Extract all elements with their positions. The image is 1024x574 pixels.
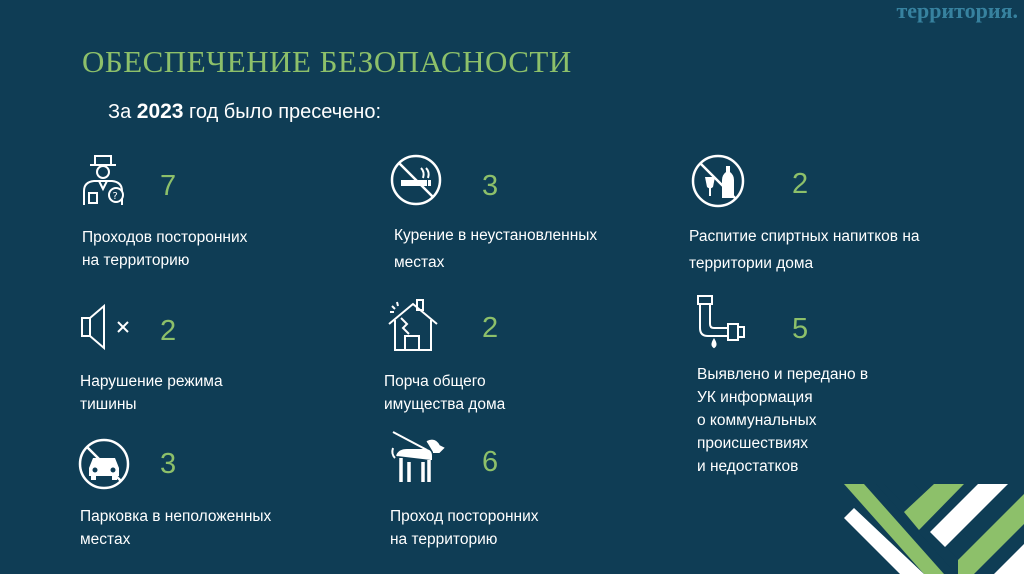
label-7: Парковка в неположенных местах <box>80 508 272 548</box>
damaged-house-icon <box>387 298 439 354</box>
count-4: 2 <box>160 315 177 347</box>
count-2: 3 <box>482 170 499 202</box>
count-6: 5 <box>792 313 809 345</box>
subtitle-year: 2023 <box>136 100 184 123</box>
page-title: ОБЕСПЕЧЕНИЕ БЕЗОПАСНОСТИ <box>82 44 572 79</box>
leaking-pipe-icon <box>692 294 748 352</box>
label-3: Распитие спиртных напитков на территории дома <box>689 228 920 272</box>
label-1: Проходов посторонних на территорию <box>82 229 248 269</box>
no-parking-car-icon <box>77 436 131 492</box>
dog-on-leash-icon <box>387 428 447 488</box>
label-5: Порча общего имущества дома <box>384 373 506 413</box>
subtitle-suffix: год было пресечено: <box>183 101 382 123</box>
label-6: Выявлено и передано в УК информация о коммунальных происшествиях и недостатков <box>697 366 869 475</box>
no-smoking-icon <box>389 152 443 208</box>
speaker-mute-icon <box>80 302 136 352</box>
label-4: Нарушение режима тишины <box>80 373 223 413</box>
count-8: 6 <box>482 446 499 478</box>
count-1: 7 <box>160 170 177 202</box>
label-2: Курение в неустановленных местах <box>394 227 598 271</box>
decorative-chevron-stripes <box>844 484 1024 574</box>
label-8: Проход посторонних на территорию <box>390 508 539 548</box>
watermark-text: территория. <box>896 0 1018 23</box>
count-3: 2 <box>792 168 809 200</box>
subtitle-prefix: За <box>108 101 137 123</box>
svg-text:?: ? <box>112 191 118 202</box>
detective-person-icon <box>78 153 128 209</box>
subtitle <box>108 100 381 124</box>
count-7: 3 <box>160 448 177 480</box>
no-alcohol-icon <box>690 152 746 210</box>
count-5: 2 <box>482 312 499 344</box>
